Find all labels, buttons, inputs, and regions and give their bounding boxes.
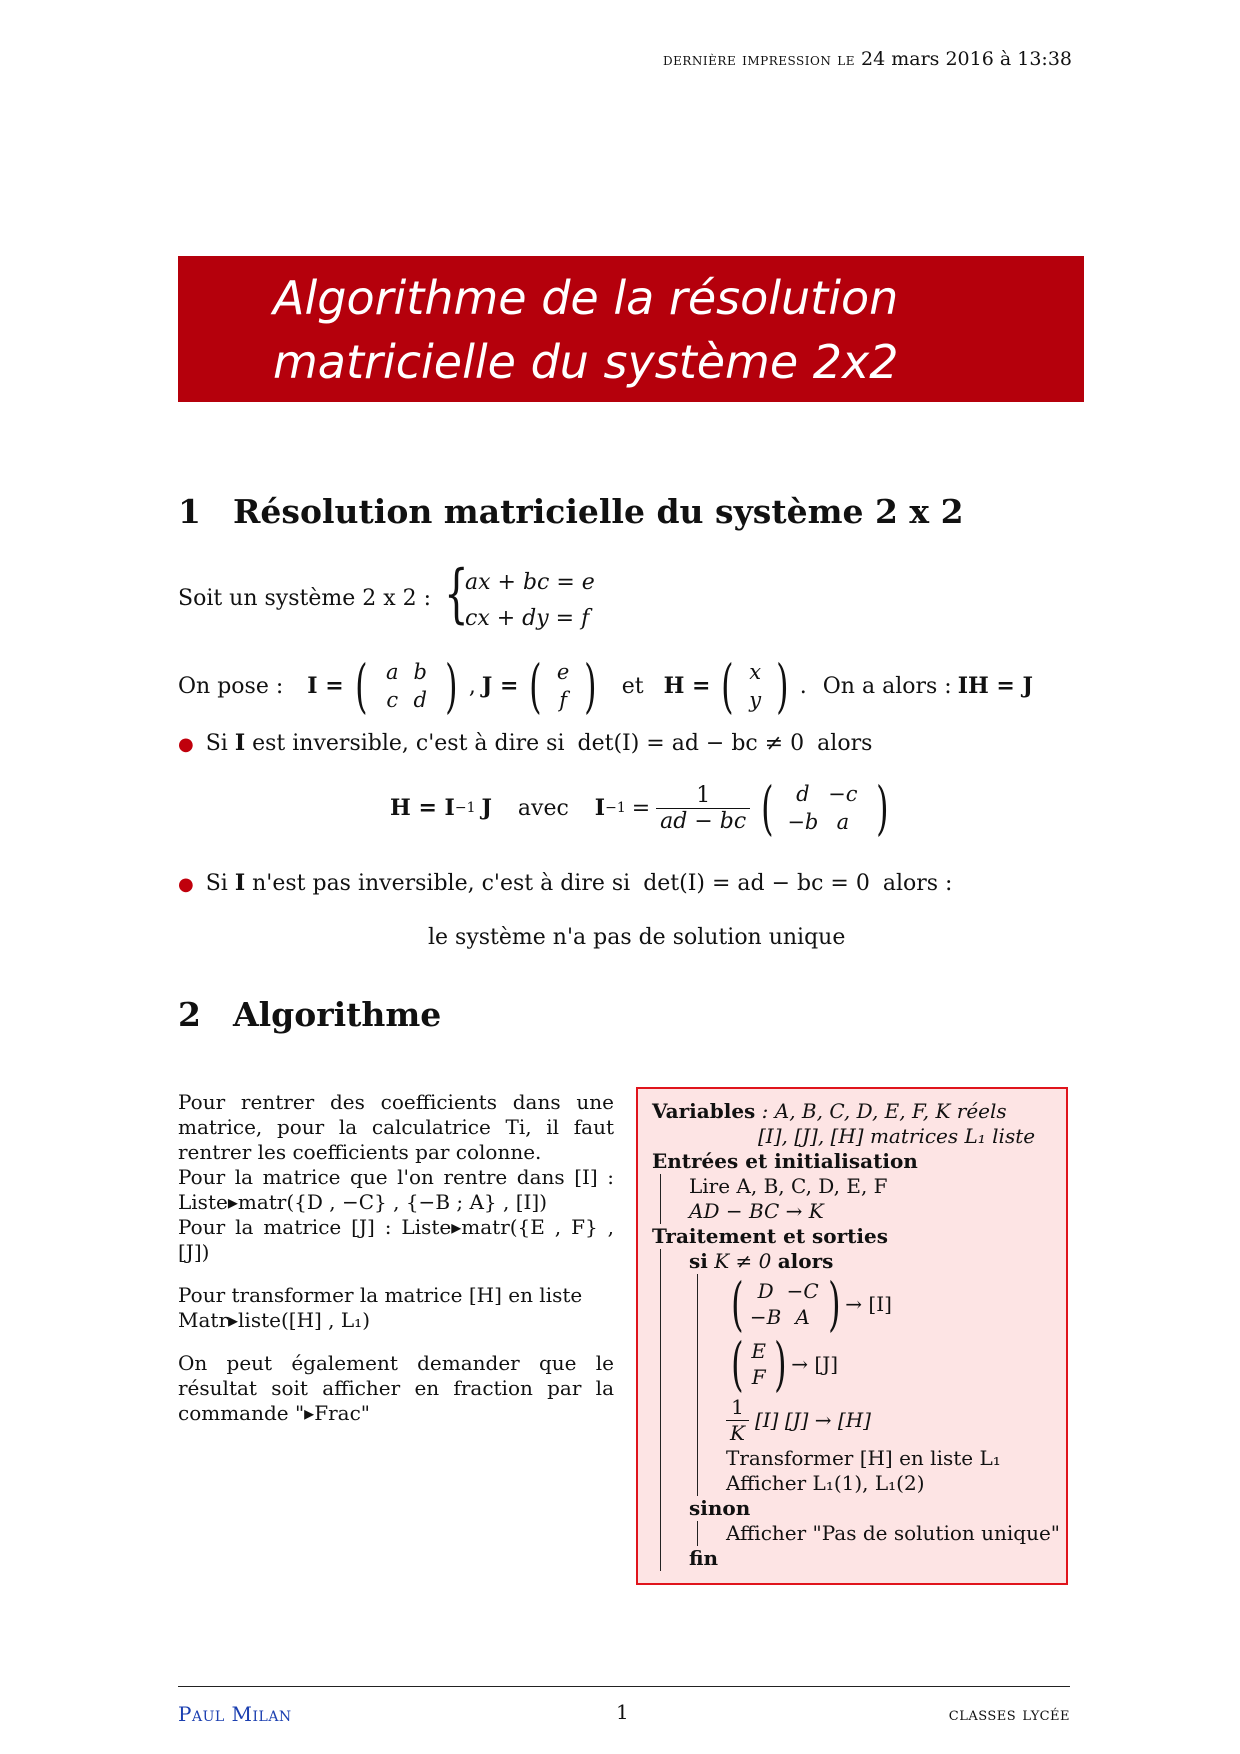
p1c-text: Pour la matrice [J] : Liste▸matr({E , F} , [J]) bbox=[178, 1215, 614, 1264]
algo-alors: alors bbox=[777, 1249, 834, 1273]
footer-author: Paul Milan bbox=[178, 1702, 292, 1726]
algo-fin: fin bbox=[689, 1546, 719, 1570]
algo-frac-num: 1 bbox=[726, 1395, 749, 1421]
m1-paren-right: ) bbox=[827, 1270, 841, 1338]
J-matrix bbox=[553, 658, 573, 714]
algo-variables-1: : A, B, C, D, E, F, K réels bbox=[761, 1099, 1007, 1123]
m1-A: A bbox=[795, 1305, 810, 1329]
title-line-1: Algorithme de la résolution bbox=[273, 271, 899, 325]
formula-fraction bbox=[656, 783, 750, 834]
bullet-2-I: I bbox=[234, 870, 246, 896]
bullet-1-si: Si bbox=[205, 731, 228, 756]
alors-text: On a alors : bbox=[822, 673, 952, 699]
header-time: 13:38 bbox=[1017, 48, 1072, 70]
algo-transformer: Transformer [H] en liste L₁ bbox=[726, 1446, 1001, 1470]
system-brace: { bbox=[444, 557, 469, 631]
J-label: J = bbox=[481, 673, 519, 699]
algo-m2-to: → [J] bbox=[791, 1351, 839, 1376]
header-a: à bbox=[999, 48, 1012, 70]
I-label: I = bbox=[307, 673, 344, 699]
H-y: y bbox=[749, 688, 762, 712]
inverse-formula bbox=[390, 772, 893, 844]
J-f: f bbox=[559, 688, 567, 712]
formula-avec: avec bbox=[517, 795, 569, 821]
m1-paren-left: ( bbox=[731, 1270, 744, 1338]
footer-rule bbox=[178, 1686, 1070, 1687]
algo-traitement-block bbox=[660, 1249, 1061, 1571]
fm-minus-c: −c bbox=[828, 782, 858, 806]
H-x: x bbox=[749, 660, 762, 684]
bullet-1-cond: det(I) = ad − bc ≠ 0 bbox=[577, 731, 805, 756]
H-paren-right: ) bbox=[776, 652, 789, 720]
system-eq-2: cx + dy = f bbox=[465, 606, 590, 631]
H-label: H = bbox=[663, 673, 711, 699]
algo-variables bbox=[652, 1099, 1052, 1124]
explanation-p3: On peut également demander que le résultat soit afficher en fraction par la commande "▸Frac" bbox=[178, 1351, 614, 1425]
I-paren-right: ) bbox=[445, 652, 458, 720]
algo-frac-den: K bbox=[730, 1420, 745, 1445]
fm-d: d bbox=[796, 782, 810, 806]
explanation-p2 bbox=[178, 1283, 614, 1333]
algo-si: si bbox=[689, 1249, 708, 1273]
section-1-title: Résolution matricielle du système 2 x 2 bbox=[233, 492, 964, 531]
footer-classes: classes lycée bbox=[948, 1704, 1070, 1725]
conclusion: le système n'a pas de solution unique bbox=[428, 925, 846, 950]
formula-den: ad − bc bbox=[660, 808, 747, 834]
et-word: et bbox=[621, 673, 644, 699]
algo-variables-label: Variables bbox=[652, 1099, 756, 1123]
bullet-dot-2: ● bbox=[178, 874, 194, 895]
H-paren-left: ( bbox=[721, 652, 735, 720]
formula-num: 1 bbox=[656, 783, 750, 809]
I-matrix bbox=[378, 658, 434, 714]
algo-sinon: sinon bbox=[689, 1496, 751, 1520]
title-banner bbox=[178, 256, 1084, 402]
header-date: 24 mars 2016 bbox=[861, 48, 994, 70]
page-number: 1 bbox=[616, 1700, 629, 1724]
formula-J: J bbox=[481, 795, 492, 821]
formula-eq: = bbox=[631, 795, 651, 821]
p2a-text: Pour transformer la matrice [H] en liste bbox=[178, 1283, 583, 1307]
pose-line: On pose : I = ( a b c d ) , J = ( e f ) et H = ( x y ) . On a alors : IH = J bbox=[178, 652, 1033, 720]
formula-inv-exp: −1 bbox=[605, 800, 626, 816]
p1b-text: Pour la matrice que l'on rentre dans [I] : Liste▸matr({D , −C} , {−B ; A} , [I]) bbox=[178, 1165, 614, 1214]
algo-variables-2: [I], [J], [H] matrices L₁ liste bbox=[758, 1124, 1036, 1148]
section-2-title: Algorithme bbox=[233, 995, 442, 1034]
m2-paren-right: ) bbox=[773, 1330, 787, 1398]
algo-frac-line bbox=[726, 1394, 1052, 1446]
system-intro: Soit un système 2 x 2 : bbox=[178, 586, 432, 611]
algo-entrees-label: Entrées et initialisation bbox=[652, 1149, 918, 1173]
section-2-heading bbox=[178, 995, 441, 1034]
formula-paren-right: ) bbox=[875, 774, 889, 842]
section-1-number: 1 bbox=[178, 492, 201, 531]
header-prefix: dernière impression le bbox=[663, 50, 855, 70]
algo-afficher-2: Afficher "Pas de solution unique" bbox=[726, 1521, 1061, 1545]
section-1-heading bbox=[178, 492, 964, 531]
algo-m2-line bbox=[726, 1330, 1052, 1398]
bullet-2-si: Si bbox=[205, 871, 228, 896]
bullet-dot-1: ● bbox=[178, 734, 194, 755]
bullet-2-cond: det(I) = ad − bc = 0 bbox=[643, 871, 870, 896]
H-matrix bbox=[745, 658, 765, 714]
formula-exp: −1 bbox=[454, 800, 476, 816]
pose-label: On pose : bbox=[178, 673, 284, 699]
algo-frac bbox=[726, 1395, 749, 1446]
algo-traitement-label: Traitement et sorties bbox=[652, 1224, 888, 1248]
formula-paren-left: ( bbox=[761, 774, 774, 842]
bullet-2 bbox=[178, 870, 952, 896]
algorithm-explanation bbox=[178, 1090, 614, 1444]
bullet-1-rest: est inversible, c'est à dire si bbox=[252, 731, 565, 756]
J-paren-right: ) bbox=[584, 652, 597, 720]
formula-lhs: H = I bbox=[390, 795, 455, 821]
formula-matrix bbox=[785, 780, 865, 836]
algo-entrees-block bbox=[660, 1174, 1052, 1224]
m2-F: F bbox=[751, 1365, 766, 1389]
algo-sinon-block bbox=[697, 1521, 1061, 1546]
I-a: a bbox=[386, 660, 399, 684]
algo-afficher-1: Afficher L₁(1), L₁(2) bbox=[726, 1471, 925, 1495]
algo-m1 bbox=[749, 1278, 823, 1330]
I-b: b bbox=[413, 660, 427, 684]
m2-paren-left: ( bbox=[731, 1330, 744, 1398]
explanation-p1 bbox=[178, 1090, 614, 1265]
algo-m2 bbox=[749, 1338, 769, 1390]
m1-minus-C: −C bbox=[786, 1279, 819, 1303]
I-paren-left: ( bbox=[354, 652, 368, 720]
I-d: d bbox=[413, 688, 427, 712]
title-line-2: matricielle du système 2x2 bbox=[273, 335, 899, 389]
fm-a: a bbox=[836, 810, 850, 834]
algo-assign: AD − BC → K bbox=[689, 1199, 824, 1223]
bullet-1-I: I bbox=[234, 730, 246, 756]
J-paren-left: ( bbox=[529, 652, 542, 720]
m1-D: D bbox=[757, 1279, 774, 1303]
formula-inv: I bbox=[594, 795, 606, 821]
algo-m1-to: → [I] bbox=[845, 1291, 892, 1316]
J-e: e bbox=[556, 660, 570, 684]
bullet-1 bbox=[178, 730, 872, 756]
alors-eq: IH = J bbox=[957, 673, 1033, 699]
bullet-2-rest: n'est pas inversible, c'est à dire si bbox=[252, 871, 631, 896]
algo-frac-rest: [I] [J] → [H] bbox=[754, 1407, 871, 1432]
section-2-number: 2 bbox=[178, 995, 201, 1034]
I-c: c bbox=[386, 688, 399, 712]
algorithm-box bbox=[636, 1087, 1068, 1585]
algo-cond: K ≠ 0 bbox=[714, 1249, 772, 1273]
m1-minus-B: −B bbox=[749, 1305, 782, 1329]
print-header bbox=[663, 48, 1072, 70]
system-eq-1: ax + bc = e bbox=[465, 570, 595, 595]
algo-m1-line bbox=[726, 1270, 1052, 1338]
algo-alors-block bbox=[697, 1270, 1052, 1496]
bullet-2-alors: alors : bbox=[882, 871, 953, 896]
m2-E: E bbox=[751, 1339, 766, 1363]
fm-minus-b: −b bbox=[787, 810, 819, 834]
p1-text: Pour rentrer des coefficients dans une matrice, pour la calculatrice Ti, il faut rentrer les coefficients par colonne. bbox=[178, 1090, 614, 1164]
p2b-text: Matr▸liste([H] , L₁) bbox=[178, 1308, 370, 1332]
algo-lire: Lire A, B, C, D, E, F bbox=[689, 1174, 888, 1198]
bullet-1-alors: alors bbox=[817, 731, 873, 756]
